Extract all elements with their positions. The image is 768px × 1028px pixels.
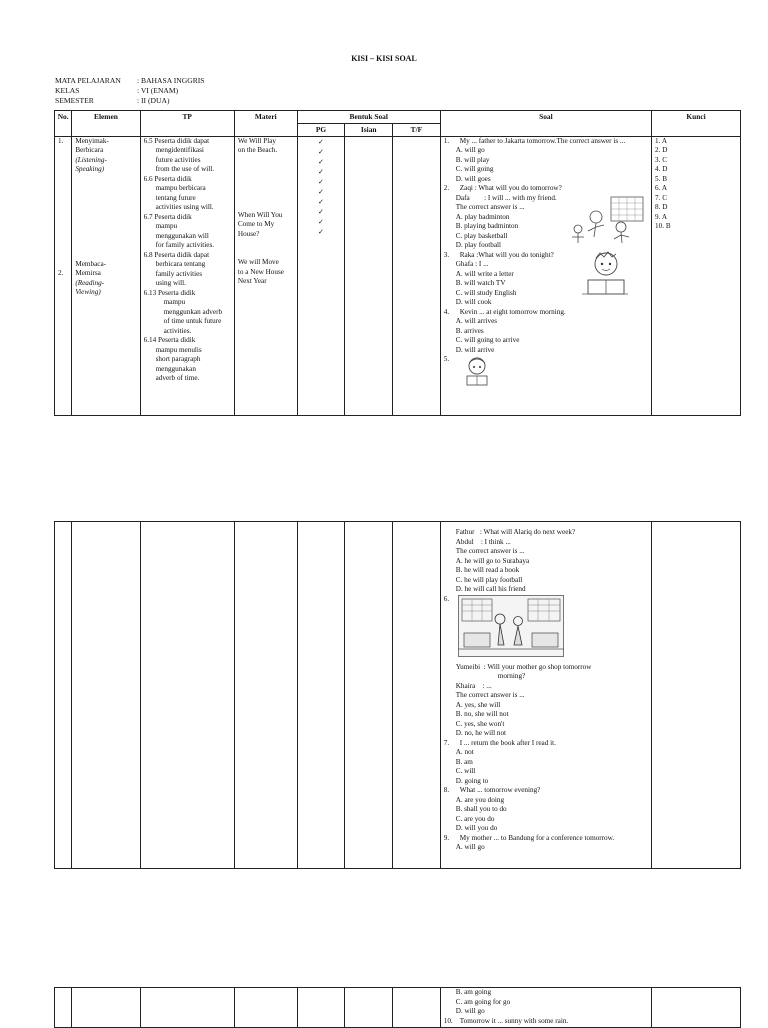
cell-soal <box>440 522 651 869</box>
elemen-text: Membaca- <box>75 259 107 268</box>
check-mark: ✓ <box>318 208 325 217</box>
question: 1. My ... father to Jakarta tomorrow.The correct answer is ... <box>443 136 626 145</box>
header-pg: PG <box>297 123 345 136</box>
question-text: The correct answer is ... <box>455 203 525 212</box>
cell-materi <box>234 136 297 415</box>
answer-option: B. will play <box>455 155 490 164</box>
row-number: 1. <box>58 136 64 145</box>
answer-option: B. he will read a book <box>455 566 520 574</box>
answer-option: A. will go <box>455 146 485 155</box>
answer-option: B. am <box>455 757 473 766</box>
question-text: The correct answer is ... <box>455 691 525 699</box>
question-text: Yumeibi : Will your mother go shop tomorrow <box>455 662 592 671</box>
answer-key: 5. B <box>655 174 668 183</box>
cell-kunci <box>652 136 741 415</box>
check-mark: ✓ <box>318 187 325 196</box>
question: 2. Zaqi : What will you do tomorrow? <box>443 184 562 193</box>
question-text: Abdul : I think ... <box>455 537 511 546</box>
answer-option: A. play badminton <box>455 212 510 221</box>
check-mark: ✓ <box>318 218 325 227</box>
answer-option: C. he will play football <box>455 575 523 584</box>
tp-text: menggunkan adverb <box>163 307 223 316</box>
answer-option: D. going to <box>455 776 489 785</box>
tp-text: mampu menulis <box>155 345 202 354</box>
answer-option: B. shall you to do <box>455 805 507 813</box>
answer-option: B. no, she will not <box>455 710 509 718</box>
document-title: KISI – KISI SOAL <box>351 54 417 63</box>
answer-key: 6. A <box>655 184 668 193</box>
elemen-text: (Listening- <box>75 155 107 164</box>
materi-text: to a New House <box>237 267 284 276</box>
meta-value: : II (DUA) <box>137 95 170 105</box>
answer-key: 9. A <box>655 212 668 221</box>
header-materi: Materi <box>234 111 297 137</box>
answer-option: C. play basketball <box>455 231 508 240</box>
badminton-kids-illustration <box>566 195 646 245</box>
answer-option: A. are you doing <box>455 795 505 804</box>
tp-text: berbicara tentang <box>155 260 206 269</box>
document-meta <box>55 76 205 106</box>
header-kunci: Kunci <box>652 111 741 137</box>
answer-key: 7. C <box>655 193 668 202</box>
check-mark: ✓ <box>318 167 325 176</box>
meta-label: KELAS <box>55 85 80 95</box>
question-number: 6. <box>443 594 450 603</box>
tp-text: 6.14 Peserta didik <box>143 336 196 345</box>
row-number: 2. <box>58 269 64 278</box>
tp-text: mampu <box>155 222 178 231</box>
cell-no <box>55 136 72 415</box>
answer-key: 3. C <box>655 155 668 164</box>
tp-text: mampu <box>163 298 186 307</box>
answer-option: C. will going <box>455 165 494 174</box>
answer-option: C. will <box>455 767 476 775</box>
tp-text: 6.13 Peserta didik <box>143 288 196 297</box>
question: 3. Raka :What will you do tonight? <box>443 250 554 259</box>
elemen-text: (Reading- <box>75 278 105 287</box>
tp-text: mengidentifikasi <box>155 146 204 155</box>
question-text: Fathur : What will Alariq do next week? <box>455 528 576 536</box>
answer-option: B. arrives <box>455 326 484 335</box>
meta-label: MATA PELAJARAN <box>55 76 121 85</box>
check-mark: ✓ <box>318 177 325 186</box>
header-soal: Soal <box>440 111 651 137</box>
tp-text: using will. <box>155 279 186 288</box>
question-text: Ghafa : I ... <box>455 260 489 269</box>
tp-text: activities. <box>163 326 192 335</box>
check-mark: ✓ <box>318 228 325 237</box>
answer-option: C. will study English <box>455 288 517 297</box>
tp-text: 6.6 Peserta didik <box>143 174 192 183</box>
cell-pg <box>297 136 345 415</box>
answer-option: D. will goes <box>455 174 491 183</box>
child-with-book-illustration <box>460 355 494 387</box>
question-text: Dafa : I will ... with my friend. <box>455 193 557 202</box>
tp-text: menggunakan will <box>155 231 209 240</box>
kisi-table-page-3 <box>54 987 741 1028</box>
tp-text: mampu berbicara <box>155 184 206 193</box>
tp-text: 6.7 Peserta didik <box>143 212 192 221</box>
tp-text: from the use of will. <box>155 165 215 174</box>
elemen-text: Speaking) <box>75 165 105 174</box>
tp-text: 6.5 Peserta didik dapat <box>143 136 210 145</box>
answer-key: 10. B <box>655 222 671 231</box>
elemen-text: Berbicara <box>75 146 104 155</box>
tp-text: activities using will. <box>155 203 214 212</box>
question: 4. Kevin ... at eight tomorrow morning. <box>443 307 566 316</box>
tp-text: short paragraph <box>155 355 201 364</box>
answer-option: D. he will call his friend <box>455 585 526 593</box>
answer-option: B. will watch TV <box>455 279 506 288</box>
boy-reading-illustration <box>580 250 630 300</box>
question: 10. Tomorrow it ... sunny with some rain. <box>443 1016 569 1025</box>
answer-option: C. will going to arrive <box>455 336 520 345</box>
materi-text: Come to My <box>237 220 275 229</box>
materi-text: When Will You <box>237 210 283 219</box>
cell-tf <box>393 136 441 415</box>
cell-isian <box>345 136 393 415</box>
question-text: morning? <box>497 672 526 680</box>
answer-key: 2. D <box>655 146 668 155</box>
check-mark: ✓ <box>318 198 325 206</box>
header-isian: Isian <box>345 123 393 136</box>
question-text: The correct answer is ... <box>455 547 525 555</box>
answer-option: A. yes, she will <box>455 700 501 709</box>
tp-text: family activities <box>155 269 203 278</box>
answer-option: D. no, he will not <box>455 729 507 737</box>
elemen-text: Viewing) <box>75 288 101 297</box>
materi-text: on the Beach. <box>237 146 278 155</box>
materi-text: House? <box>237 229 260 238</box>
tp-text: 6.8 Peserta didik dapat <box>143 250 210 259</box>
cell-elemen <box>72 136 140 415</box>
meta-value: : BAHASA INGGRIS <box>137 76 205 85</box>
meta-label: SEMESTER <box>55 95 94 105</box>
answer-key: 1. A <box>655 136 668 145</box>
question-text: Khaira : ... <box>455 681 492 690</box>
tp-text: adverb of time. <box>155 374 200 383</box>
answer-option: C. yes, she won't <box>455 719 505 728</box>
kisi-table-page-2 <box>54 521 741 869</box>
meta-value: : VI (ENAM) <box>137 85 179 95</box>
answer-option: D. will cook <box>455 298 492 307</box>
answer-option: A. not <box>455 748 474 756</box>
kisi-table-page-1 <box>54 110 741 416</box>
cell-tp <box>140 136 234 415</box>
question: 7. I ... return the book after I read it. <box>443 738 556 747</box>
answer-option: A. will write a letter <box>455 269 514 278</box>
answer-option: D. will you do <box>455 824 498 832</box>
answer-option: D. play football <box>455 241 502 250</box>
materi-text: We will Move <box>237 258 279 267</box>
answer-option: D. will arrive <box>455 345 495 354</box>
question-number: 5. <box>443 355 450 364</box>
materi-text: We Will Play <box>237 136 277 145</box>
header-tf: T/F <box>393 123 441 136</box>
tp-text: tentang future <box>155 193 196 202</box>
check-mark: ✓ <box>318 157 325 166</box>
tp-text: future activities <box>155 155 201 164</box>
materi-text: Next Year <box>237 277 267 286</box>
cell-soal <box>440 988 651 1028</box>
answer-key: 8. D <box>655 203 668 212</box>
answer-option: A. he will go to Surabaya <box>455 556 530 565</box>
header-no: No. <box>55 111 72 137</box>
answer-option: A. will arrives <box>455 317 498 326</box>
question: 9. My mother ... to Bandung for a conference tomorrow. <box>443 833 615 842</box>
answer-option: C. are you do <box>455 814 495 823</box>
question: 8. What ... tomorrow evening? <box>443 786 541 794</box>
answer-option: C. am going for go <box>455 997 511 1006</box>
header-bentuk-soal: Bentuk Soal <box>297 111 440 124</box>
check-mark: ✓ <box>318 137 325 146</box>
answer-option: B. playing badminton <box>455 222 519 231</box>
header-elemen: Elemen <box>72 111 140 137</box>
answer-option: A. will go <box>455 843 485 851</box>
cell-soal <box>440 136 651 415</box>
elemen-text: Memirsa <box>75 269 101 278</box>
header-tp: TP <box>140 111 234 137</box>
answer-option: D. will go <box>455 1007 485 1015</box>
tp-text: of time untuk future <box>163 317 222 326</box>
answer-option: B. am going <box>455 988 492 996</box>
answer-key: 4. D <box>655 165 668 174</box>
elemen-text: Menyimak- <box>75 136 109 145</box>
tp-text: for family activities. <box>155 241 215 250</box>
check-mark: ✓ <box>318 147 325 156</box>
tp-text: menggunakan <box>155 364 196 373</box>
market-scene-illustration <box>458 595 564 657</box>
